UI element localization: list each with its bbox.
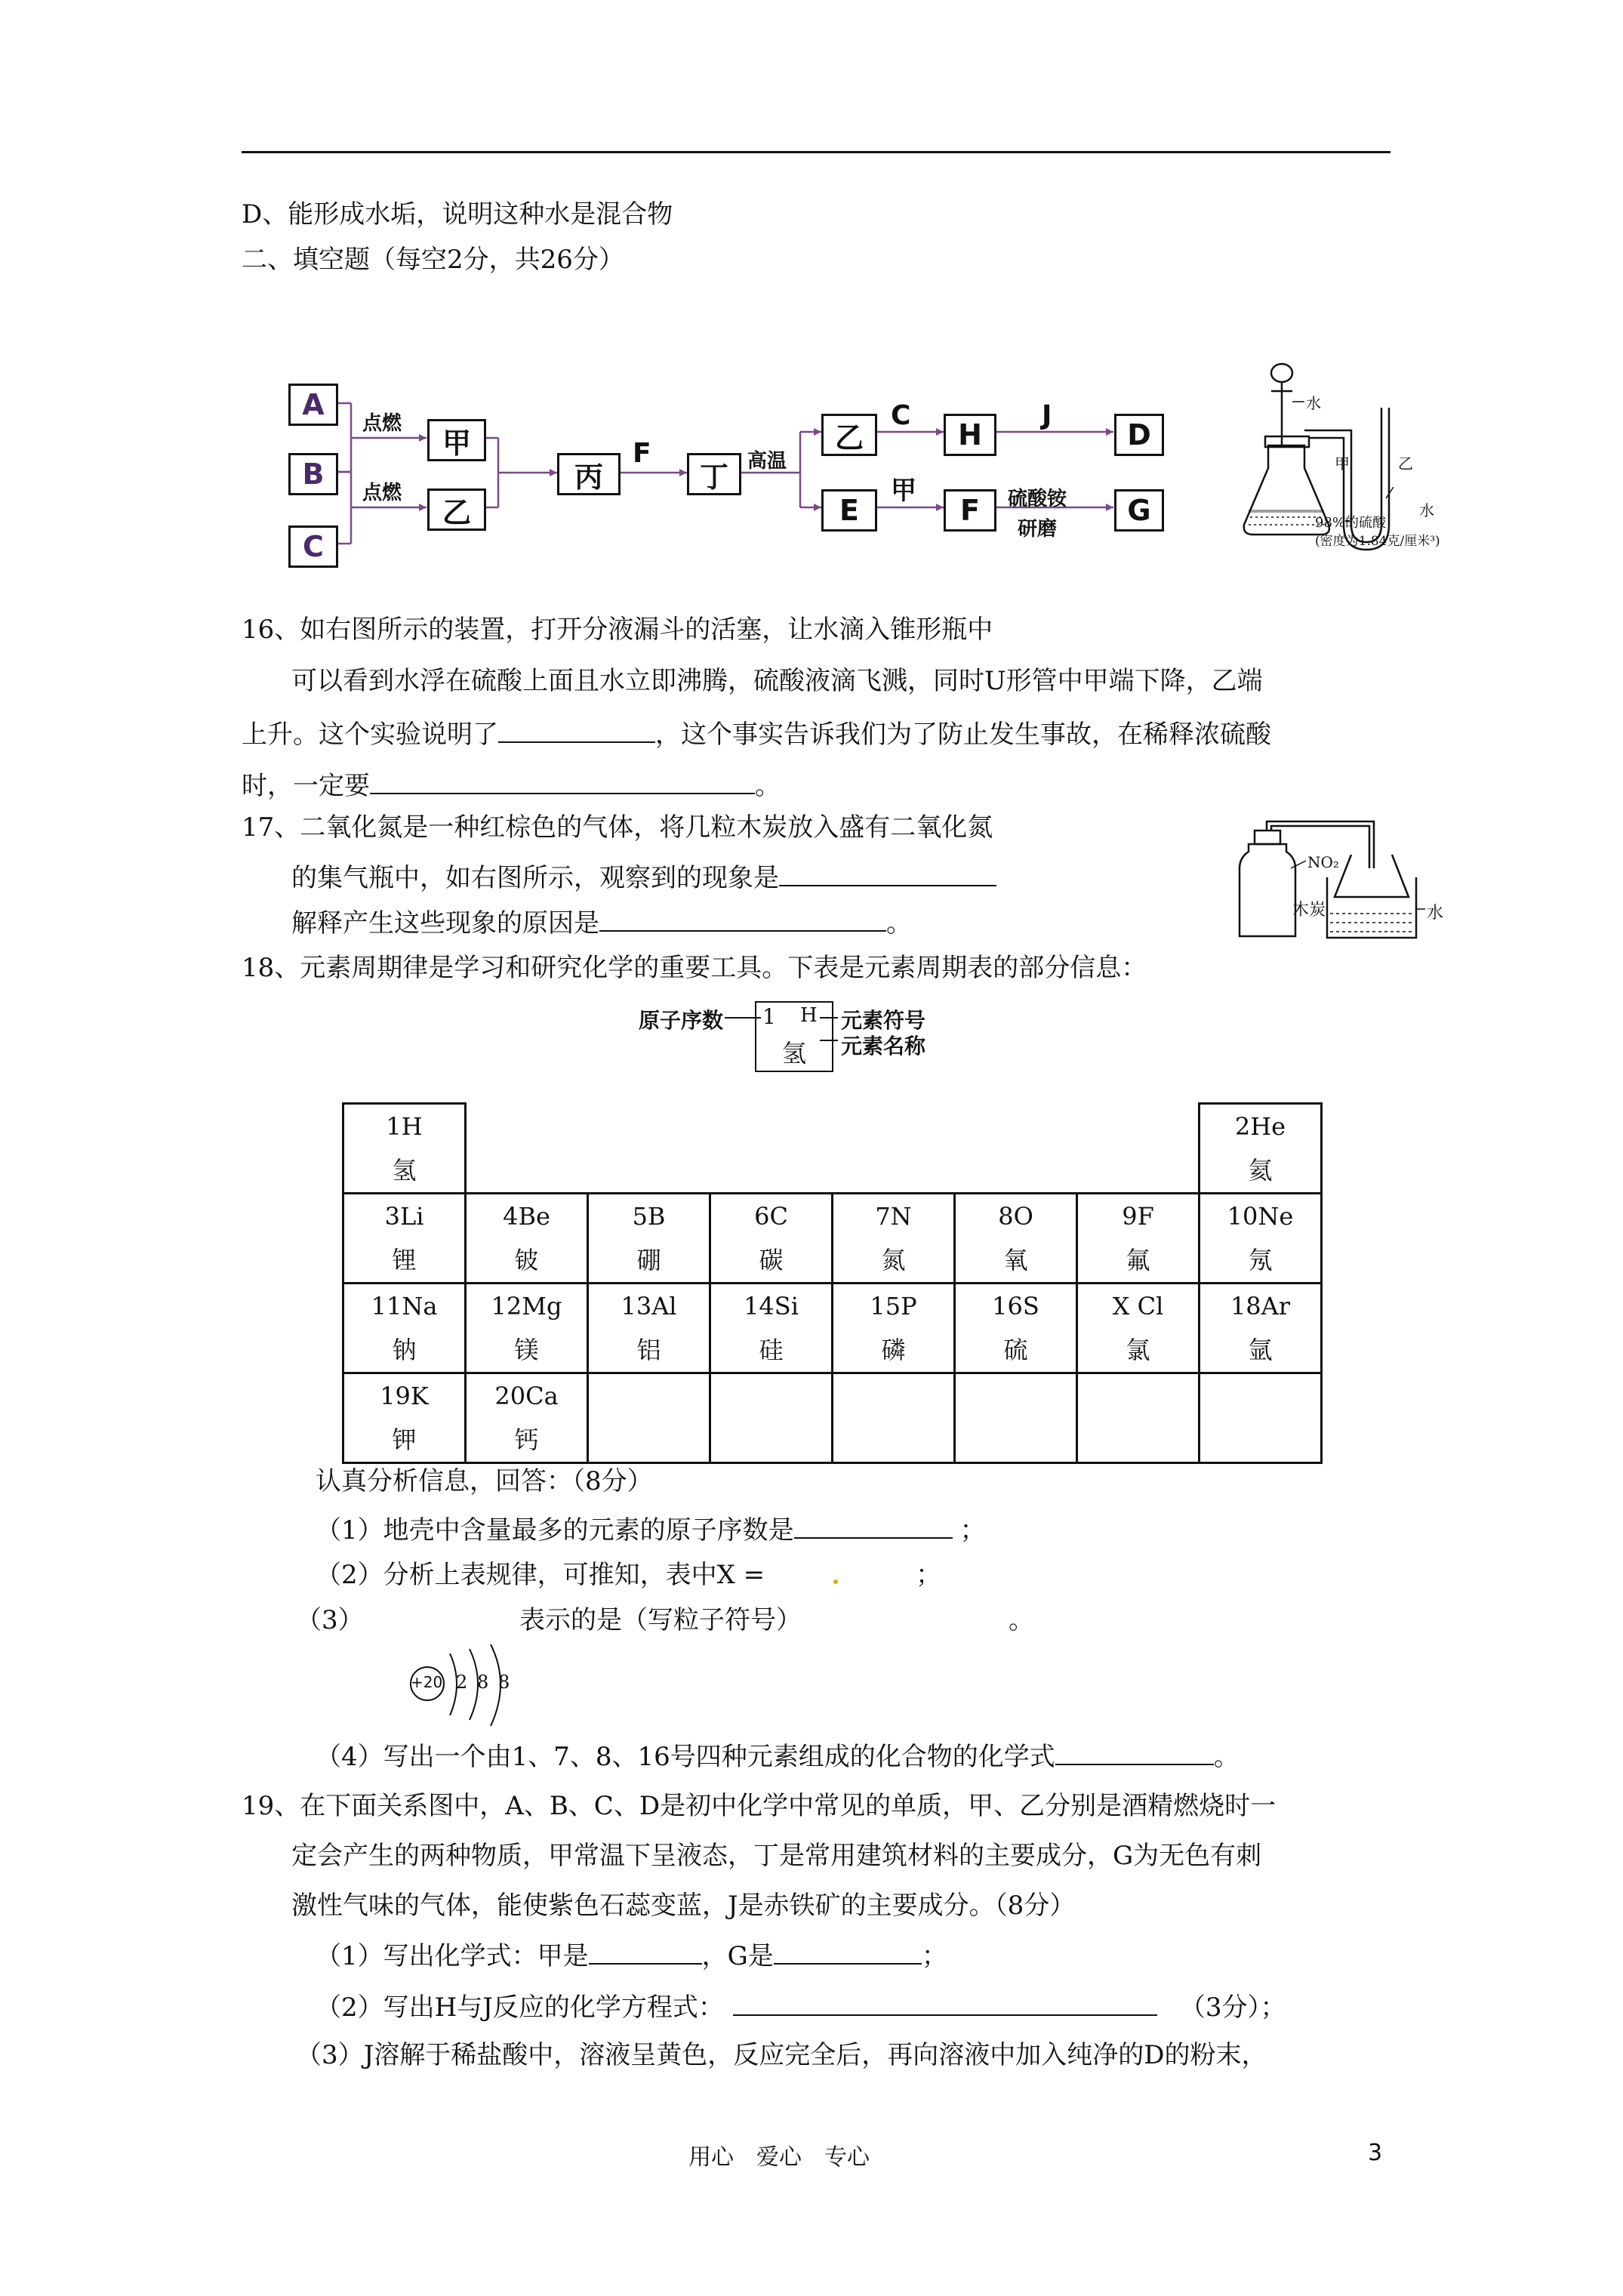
q15-option-d: D、能形成水垢，说明这种水是混合物 — [242, 199, 673, 230]
q19-sub1-end: ； — [921, 1941, 947, 1971]
flow-label-liusuan: 硫酸铵 — [1008, 488, 1067, 510]
q16-line4-text-a: 时，一定要 — [242, 771, 370, 801]
empty-cell — [1200, 1373, 1322, 1463]
flask-label-yi: 乙 — [1398, 455, 1413, 473]
flow-box-b: B — [288, 453, 338, 495]
element-cell: 7N 氮 — [833, 1194, 955, 1284]
flow-label-dianran2: 点燃 — [362, 482, 402, 504]
q18-sub4-text: （4）写出一个由1、7、8、16号四种元素组成的化合物的化学式 — [316, 1742, 1055, 1772]
legend-name: 氢 — [782, 1039, 807, 1068]
element-cell: 20Ca 钙 — [466, 1373, 588, 1463]
flow-box-c: C — [288, 525, 338, 568]
legend-symbol-label: 元素符号 — [841, 1008, 926, 1033]
q16-line3 — [242, 716, 1271, 751]
flow-box-d: D — [1114, 414, 1164, 456]
q17-answer-blank-2[interactable] — [599, 905, 886, 932]
q16-line4 — [242, 767, 781, 803]
q19-answer-blank-3[interactable] — [733, 1989, 1157, 2016]
periodic-row-3 — [343, 1284, 1322, 1373]
q18-sub2-text: （2）分析上表规律，可推知，表中X = — [316, 1560, 765, 1590]
q16-answer-blank-2[interactable] — [370, 767, 755, 794]
empty-cell — [710, 1373, 833, 1463]
flow-box-ding: 丁 — [687, 453, 741, 495]
q17-line1: 17、二氧化氮是一种红棕色的气体，将几粒木炭放入盛有二氧化氮 — [242, 812, 993, 843]
q16-line3-text-a: 上升。这个实验说明了 — [242, 720, 498, 750]
q16-line3-text-b: ，这个事实告诉我们为了防止发生事故，在稀释浓硫酸 — [655, 720, 1271, 750]
q18-answer-blank-1[interactable] — [794, 1512, 953, 1539]
flow-label-gaowen: 高温 — [747, 450, 787, 473]
flow-box-jia: 甲 — [427, 419, 486, 461]
element-cell: 1H 氢 — [343, 1104, 466, 1194]
element-cell: 9F 氟 — [1077, 1194, 1200, 1284]
element-cell: 13Al 铝 — [588, 1284, 710, 1373]
q18-sub4-end: 。 — [1213, 1742, 1240, 1772]
flow-box-e: E — [821, 489, 877, 532]
flask-label-water: 水 — [1306, 394, 1321, 412]
q17-line3-text-a: 解释产生这些现象的原因是 — [291, 908, 599, 938]
flow-box-bing: 丙 — [557, 453, 621, 495]
element-cell: 5B 硼 — [588, 1194, 710, 1284]
q18-prompt: 认真分析信息，回答：（8分） — [316, 1466, 653, 1496]
q19-sub2 — [316, 1989, 1286, 2024]
empty-cell — [588, 1373, 710, 1463]
q18-sub2-end: ； — [916, 1560, 942, 1590]
q18-sub1-end: ； — [959, 1515, 986, 1546]
periodic-table — [342, 1102, 1323, 1464]
q18-sub1 — [316, 1512, 986, 1547]
section-title: 二、填空题（每空2分，共26分） — [242, 245, 624, 275]
element-cell: 8O 氧 — [955, 1194, 1077, 1284]
legend-number: 1 — [762, 1004, 776, 1029]
q18-sub2 — [316, 1558, 941, 1592]
element-cell: 11Na 钠 — [343, 1284, 466, 1373]
periodic-row-2 — [343, 1194, 1322, 1284]
flow-label-jia: 甲 — [891, 476, 916, 506]
q18-sub1-text: （1）地壳中含量最多的元素的原子序数是 — [316, 1515, 794, 1546]
flow-box-h: H — [944, 414, 996, 456]
q18-sub4 — [316, 1738, 1240, 1774]
periodic-row-1 — [343, 1104, 1322, 1194]
element-cell: 12Mg 镁 — [466, 1284, 588, 1373]
element-cell: 18Ar 氩 — [1200, 1284, 1322, 1373]
flask-label-acid: 98%的硫酸 — [1315, 515, 1387, 531]
q18-line1: 18、元素周期律是学习和研究化学的重要工具。下表是元素周期表的部分信息： — [242, 953, 1147, 983]
ion-shell-3: 8 — [498, 1672, 510, 1693]
legend-name-label: 元素名称 — [841, 1034, 926, 1059]
flask-label-jia: 甲 — [1335, 455, 1350, 473]
q16-answer-blank-1[interactable] — [498, 716, 655, 743]
element-cell: 15P 磷 — [833, 1284, 955, 1373]
empty-cell — [955, 1373, 1077, 1463]
q17-line3 — [291, 905, 912, 940]
q17-line2 — [291, 859, 996, 895]
flow-box-a: A — [288, 384, 338, 426]
flow-label-f: F — [633, 438, 651, 469]
gas-jar-label-no2: NO₂ — [1307, 853, 1339, 871]
element-cell: 3Li 锂 — [343, 1194, 466, 1284]
periodic-row-4 — [343, 1373, 1322, 1463]
flow-box-g: G — [1114, 489, 1164, 532]
q19-sub2-text: （2）写出H与J反应的化学方程式： — [316, 1992, 724, 2023]
legend-symbol: H — [800, 1004, 818, 1027]
q18-answer-blank-4[interactable] — [1055, 1738, 1214, 1765]
element-cell: 14Si 硅 — [710, 1284, 833, 1373]
page-number: 3 — [1368, 2140, 1383, 2166]
element-cell: 19K 钾 — [343, 1373, 466, 1463]
q19-line1: 19、在下面关系图中，A、B、C、D是初中化学中常见的单质，甲、乙分别是酒精燃烧时一 — [242, 1791, 1277, 1821]
gas-jar-label-water: 水 — [1427, 904, 1444, 923]
flow-label-c: C — [891, 400, 911, 431]
empty-cell — [1077, 1373, 1200, 1463]
q17-line3-text-b: 。 — [886, 908, 912, 938]
empty-region — [466, 1104, 1200, 1194]
ion-shell-1: 2 — [456, 1672, 468, 1693]
header-rule — [242, 151, 1390, 153]
flask-label-water2: 水 — [1419, 501, 1434, 519]
flow-label-dianran1: 点燃 — [362, 412, 402, 435]
element-cell: 10Ne 氖 — [1200, 1194, 1322, 1284]
q19-sub1-text-a: （1）写出化学式：甲是 — [316, 1941, 589, 1971]
empty-cell — [833, 1373, 955, 1463]
ion-nucleus: +20 — [411, 1673, 443, 1691]
flow-label-yanmo: 研磨 — [1018, 518, 1058, 541]
q16-line2: 可以看到水浮在硫酸上面且水立即沸腾，硫酸液滴飞溅，同时U形管中甲端下降，乙端 — [291, 666, 1263, 696]
flow-label-j: J — [1042, 400, 1052, 431]
element-cell: X Cl 氯 — [1077, 1284, 1200, 1373]
ion-shell-2: 8 — [477, 1672, 489, 1693]
q17-answer-blank-1[interactable] — [779, 859, 996, 886]
q18-sub3-label: （3） — [296, 1605, 364, 1635]
q19-answer-blank-1[interactable] — [589, 1937, 702, 1965]
gas-jar-label-charcoal: 木炭 — [1292, 901, 1326, 920]
q19-line2: 定会产生的两种物质，甲常温下呈液态，丁是常用建筑材料的主要成分，G为无色有刺 — [291, 1841, 1262, 1871]
q18-sub3-end: 。 — [1009, 1605, 1034, 1635]
legend-atomic-number-label: 原子序数 — [639, 1008, 724, 1033]
footer-motto: 用心 爱心 专心 — [688, 2144, 870, 2171]
element-cell: 2He 氦 — [1200, 1104, 1322, 1194]
element-cell: 6C 碳 — [710, 1194, 833, 1284]
q19-answer-blank-2[interactable] — [774, 1937, 922, 1965]
q19-line3: 激性气味的气体，能使紫色石蕊变蓝，J是赤铁矿的主要成分。（8分） — [291, 1891, 1076, 1921]
stray-mark — [833, 1579, 838, 1584]
element-cell: 4Be 铍 — [466, 1194, 588, 1284]
q19-sub2-end: （3分）； — [1179, 1992, 1286, 2023]
q19-sub1 — [316, 1937, 947, 1973]
q19-sub1-text-b: ，G是 — [701, 1941, 774, 1971]
flow-box-yi2: 乙 — [821, 414, 877, 456]
q18-answer-space-3[interactable] — [823, 1608, 989, 1635]
q17-line2-text: 的集气瓶中，如右图所示，观察到的现象是 — [291, 863, 779, 893]
q16-line4-text-b: 。 — [755, 771, 781, 801]
element-cell: 16S 硫 — [955, 1284, 1077, 1373]
flow-box-yi: 乙 — [427, 488, 486, 531]
flask-label-density: (密度为1.84克/厘米³) — [1315, 534, 1440, 549]
q16-line1: 16、如右图所示的装置，打开分液漏斗的活塞，让水滴入锥形瓶中 — [242, 615, 993, 645]
flow-box-f: F — [944, 489, 996, 532]
gas-jar-drawing — [1238, 815, 1449, 944]
q18-sub3-text: 表示的是（写粒子符号） — [519, 1605, 802, 1635]
q19-sub3: （3）J溶解于稀盐酸中，溶液呈黄色，反应完全后，再向溶液中加入纯净的D的粉末， — [296, 2040, 1267, 2070]
